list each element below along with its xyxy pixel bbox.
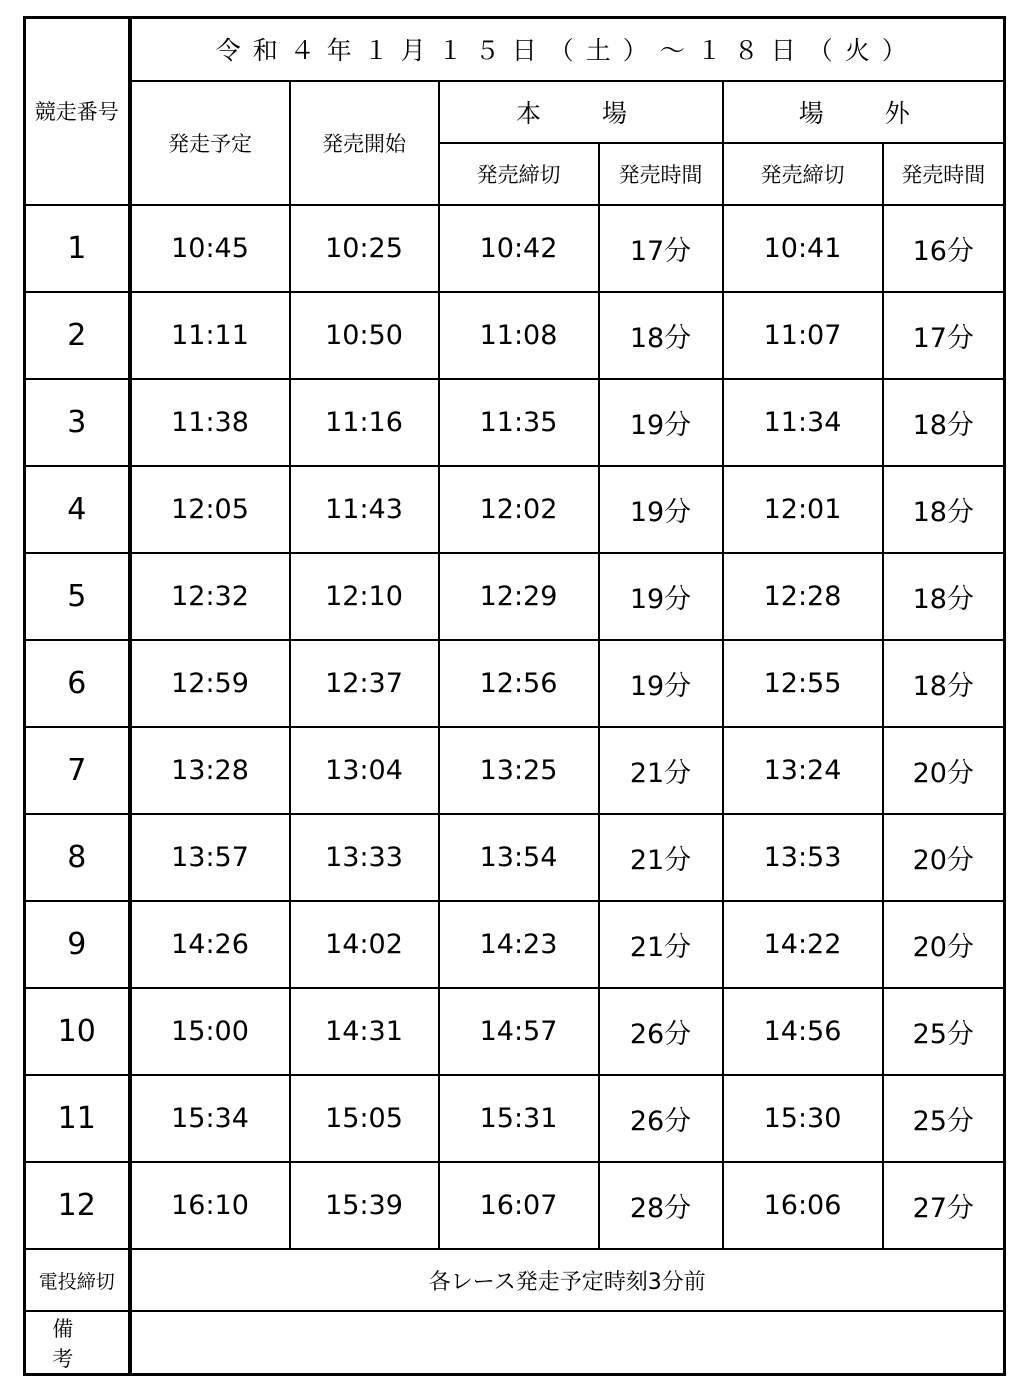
off-sales-close: 12:55 [723,640,883,727]
race-row [25,814,1005,901]
off-sales-duration: 18分 [883,379,1005,466]
start-time: 10:45 [130,205,290,292]
off-sales-close: 14:56 [723,988,883,1075]
race-row [25,379,1005,466]
sales-open-time: 10:50 [290,292,439,379]
race-number: 11 [25,1075,130,1162]
main-sales-close: 15:31 [439,1075,599,1162]
main-sales-duration: 26分 [599,1075,723,1162]
race-number: 6 [25,640,130,727]
main-sales-close: 12:56 [439,640,599,727]
off-sales-duration: 25分 [883,988,1005,1075]
race-row [25,1162,1005,1249]
main-sales-duration: 26分 [599,988,723,1075]
sales-open-time: 15:39 [290,1162,439,1249]
race-row [25,727,1005,814]
race-row [25,292,1005,379]
off-sales-duration: 16分 [883,205,1005,292]
off-sales-duration: 20分 [883,814,1005,901]
sales-open-time: 10:25 [290,205,439,292]
race-schedule-table [23,16,1006,1376]
start-time: 12:05 [130,466,290,553]
main-sales-duration: 28分 [599,1162,723,1249]
off-sales-close: 12:01 [723,466,883,553]
off-sales-close-header: 発売締切 [723,143,883,205]
off-sales-close: 13:53 [723,814,883,901]
off-sales-duration: 27分 [883,1162,1005,1249]
start-time: 15:00 [130,988,290,1075]
remarks-row [25,1311,1005,1374]
race-row [25,1075,1005,1162]
main-sales-close: 11:08 [439,292,599,379]
off-sales-duration-header: 発売時間 [883,143,1005,205]
main-sales-close: 12:29 [439,553,599,640]
sales-open-time: 15:05 [290,1075,439,1162]
start-time: 16:10 [130,1162,290,1249]
main-sales-close: 13:54 [439,814,599,901]
main-sales-duration: 19分 [599,553,723,640]
race-number: 4 [25,466,130,553]
sales-open-time: 14:31 [290,988,439,1075]
start-time: 11:38 [130,379,290,466]
race-row [25,988,1005,1075]
main-sales-duration: 21分 [599,901,723,988]
start-time: 12:59 [130,640,290,727]
start-time: 11:11 [130,292,290,379]
main-sales-close: 12:02 [439,466,599,553]
main-sales-duration: 18分 [599,292,723,379]
sales-open-time: 12:37 [290,640,439,727]
start-time: 15:34 [130,1075,290,1162]
off-sales-duration: 18分 [883,553,1005,640]
race-number: 1 [25,205,130,292]
off-sales-close: 16:06 [723,1162,883,1249]
race-row [25,466,1005,553]
off-sales-duration: 20分 [883,901,1005,988]
main-sales-close: 14:23 [439,901,599,988]
phone-close-label: 電投締切 [25,1249,130,1311]
off-sales-duration: 17分 [883,292,1005,379]
sales-open-time: 11:16 [290,379,439,466]
sales-open-time: 12:10 [290,553,439,640]
start-time: 13:28 [130,727,290,814]
main-sales-close: 10:42 [439,205,599,292]
remarks-label: 備 考 [25,1311,130,1374]
main-sales-duration: 19分 [599,466,723,553]
main-sales-duration: 19分 [599,640,723,727]
off-sales-duration: 25分 [883,1075,1005,1162]
off-sales-duration: 20分 [883,727,1005,814]
phone-close-text: 各レース発走予定時刻3分前 [130,1249,1005,1311]
off-sales-close: 11:34 [723,379,883,466]
sales-open-time: 11:43 [290,466,439,553]
sales-open-time: 13:04 [290,727,439,814]
main-sales-close: 13:25 [439,727,599,814]
remarks-text [130,1311,1005,1374]
off-site-header: 場 外 [723,81,1005,143]
start-time: 14:26 [130,901,290,988]
main-sales-duration: 17分 [599,205,723,292]
main-sales-close: 11:35 [439,379,599,466]
main-sales-duration: 21分 [599,814,723,901]
off-sales-close: 13:24 [723,727,883,814]
start-time: 12:32 [130,553,290,640]
race-number: 9 [25,901,130,988]
main-sales-close: 16:07 [439,1162,599,1249]
off-sales-close: 11:07 [723,292,883,379]
race-number: 5 [25,553,130,640]
start-scheduled-header: 発走予定 [130,81,290,205]
race-number: 7 [25,727,130,814]
group-header-row [25,81,1005,143]
race-number: 2 [25,292,130,379]
off-sales-duration: 18分 [883,466,1005,553]
sales-open-time: 13:33 [290,814,439,901]
main-sales-duration: 19分 [599,379,723,466]
race-number: 10 [25,988,130,1075]
race-row [25,205,1005,292]
phone-close-row [25,1249,1005,1311]
off-sales-close: 14:22 [723,901,883,988]
race-row [25,553,1005,640]
sales-open-time: 14:02 [290,901,439,988]
off-sales-close: 12:28 [723,553,883,640]
race-number-header: 競走番号 [25,18,130,205]
off-sales-close: 15:30 [723,1075,883,1162]
main-sales-duration-header: 発売時間 [599,143,723,205]
main-sales-duration: 21分 [599,727,723,814]
sales-start-header: 発売開始 [290,81,439,205]
date-range-header: 令和４年１月１５日（土）～１８日（火） [130,18,1005,81]
off-sales-close: 10:41 [723,205,883,292]
race-number: 12 [25,1162,130,1249]
race-number: 3 [25,379,130,466]
race-number: 8 [25,814,130,901]
race-row [25,901,1005,988]
date-row [25,18,1005,81]
main-sales-close: 14:57 [439,988,599,1075]
race-row [25,640,1005,727]
main-sales-close-header: 発売締切 [439,143,599,205]
start-time: 13:57 [130,814,290,901]
main-venue-header: 本 場 [439,81,723,143]
off-sales-duration: 18分 [883,640,1005,727]
